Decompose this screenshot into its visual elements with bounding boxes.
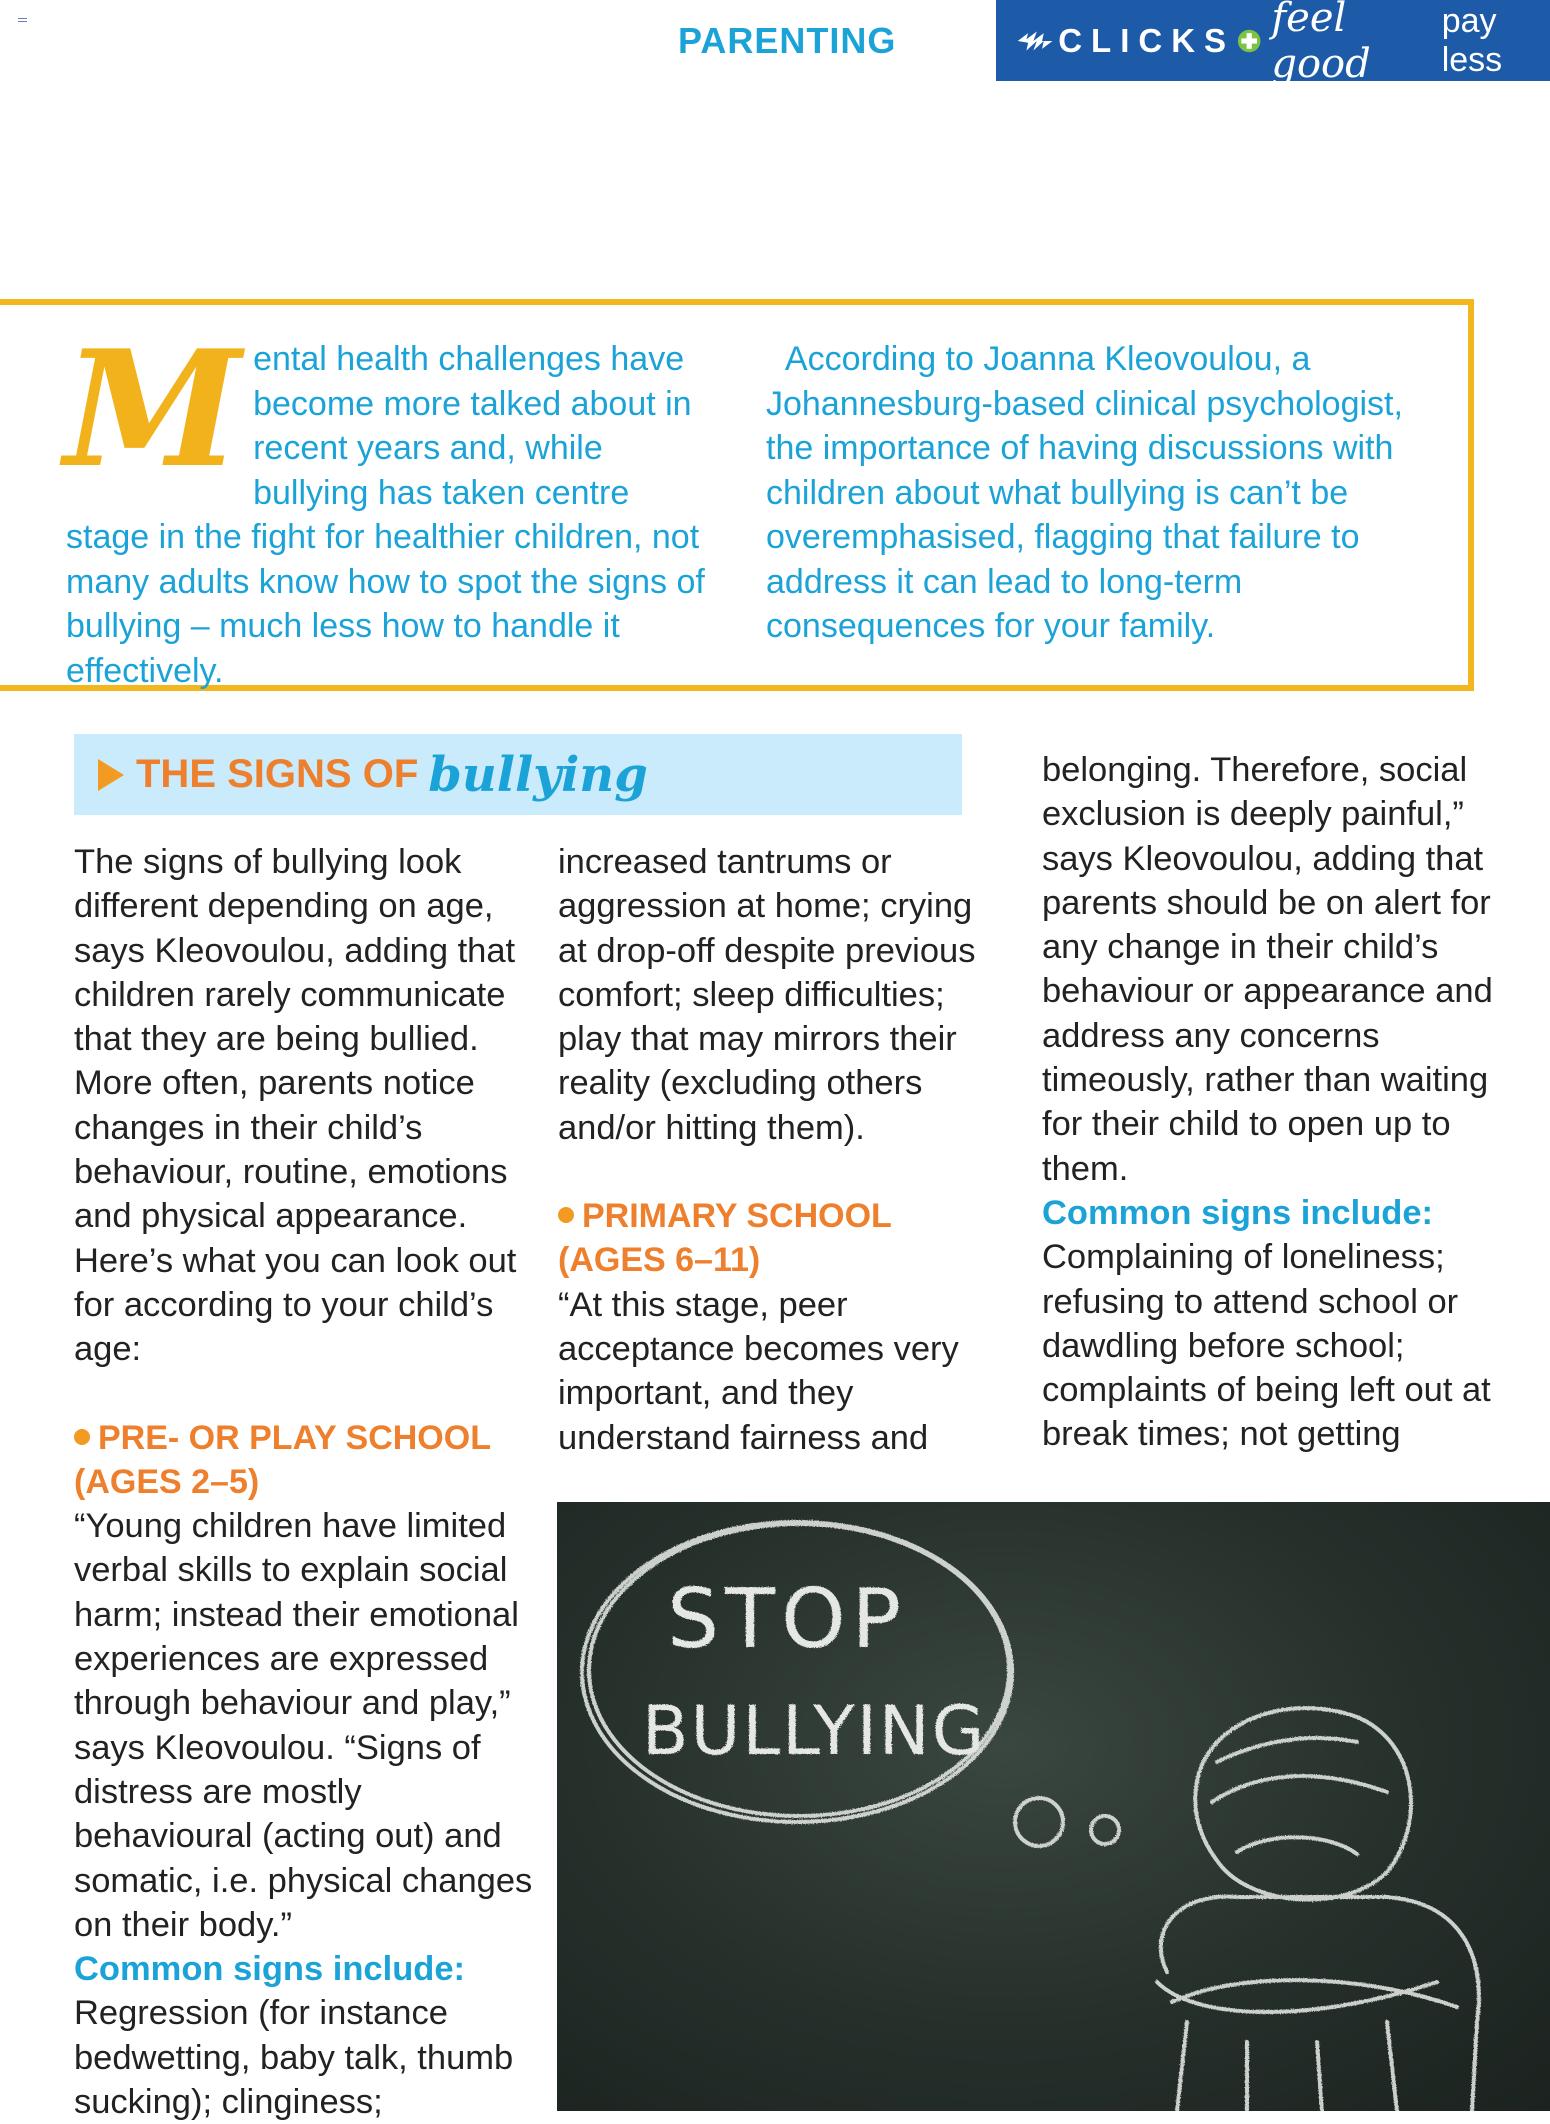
primary-common-text: Complaining of loneliness; refusing to attend school or dawdling before school; complaints of being left out at break times; not getting (1042, 1238, 1491, 1454)
primary-common-label: Common signs include: (1042, 1193, 1434, 1232)
column3-continued: belonging. Therefore, social exclusion is deeply painful,” says Kleovoulou, adding that parents should be on alert for any change in their child’s behaviour or appearance and address any concerns timeously, rather than waiting for their child to open up to them. (1042, 751, 1493, 1188)
body-column-2 (558, 840, 998, 1460)
body-column-1 (74, 840, 534, 2124)
chalkboard-photo (557, 1502, 1550, 2111)
intro-right-column (766, 337, 1426, 649)
preschool-common-label: Common signs include: (74, 1950, 466, 1989)
column1-intro: The signs of bullying look different depending on age, says Kleovoulou, adding that children rarely communicate that they are being bullied. More often, parents notice changes in their child’s behaviour, routine, emotions and physical appearance. Here’s what you can look out for according to your child’s age: (74, 843, 517, 1369)
primary-quote: “At this stage, peer acceptance becomes very important, and they understand fairness and (558, 1285, 959, 1457)
brand-slogan-plain: pay less (1441, 1, 1503, 79)
intro-right-text: According to Joanna Kleovoulou, a Johannesburg-based clinical psychologist, the importance of having discussions with children about what bullying is can’t be overemphasised, flagging that failure to address it can lead to long-term consequences for your family. (766, 340, 1403, 645)
chalk-text-bullying: BULLYING (642, 1692, 987, 1771)
brand-slogan-script: feel good (1271, 0, 1371, 87)
signs-section-header (74, 734, 962, 815)
column2-continued: increased tantrums or aggression at home; crying at drop-off despite previous comfort; sleep difficulties; play that may mirrors their reality (excluding others and/or hitting them). (558, 843, 976, 1147)
drop-cap: M (64, 315, 242, 503)
primary-ages: (AGES 6–11) (558, 1241, 761, 1280)
intro-box (0, 299, 1474, 691)
brand-name: CLICKS (1058, 21, 1236, 59)
preschool-heading: PRE- OR PLAY SCHOOL (74, 1416, 534, 1460)
chalk-drawing (557, 1502, 1550, 2111)
signs-title: THE SIGNS OF (136, 752, 419, 796)
intro-left-text: ental health challenges have become more talked about in recent years and, while bullying has taken centre stage in the fight for healthier children, not many adults know how to spot the signs of bullying – much less how to handle it effectively. (66, 340, 705, 690)
menu-mark (18, 18, 27, 25)
bullet-dot-icon (74, 1429, 90, 1445)
section-label: PARENTING (678, 20, 897, 61)
preschool-quote: “Young children have limited verbal skills to explain social harm; instead their emotional experiences are expressed through behaviour and play,” says Kleovoulou. “Signs of distress are mostly behavioural (acting out) and somatic, i.e. physical changes on their body.” (74, 1507, 533, 1944)
plus-circle-icon (1237, 27, 1261, 55)
intro-left-column (64, 315, 706, 693)
body-column-3 (1042, 748, 1502, 1457)
play-triangle-icon (98, 759, 124, 791)
preschool-ages: (AGES 2–5) (74, 1462, 260, 1501)
brand-banner (996, 0, 1550, 87)
bullet-dot-icon (558, 1207, 574, 1223)
signs-title-accent: bullying (428, 746, 648, 803)
primary-heading: PRIMARY SCHOOL (558, 1194, 998, 1238)
preschool-common-text: Regression (for instance bedwetting, baby talk, thumb sucking); clinginess; (74, 1994, 514, 2122)
chalk-text-stop: STOP (667, 1572, 908, 1667)
clicks-logo-icon (1016, 26, 1054, 56)
